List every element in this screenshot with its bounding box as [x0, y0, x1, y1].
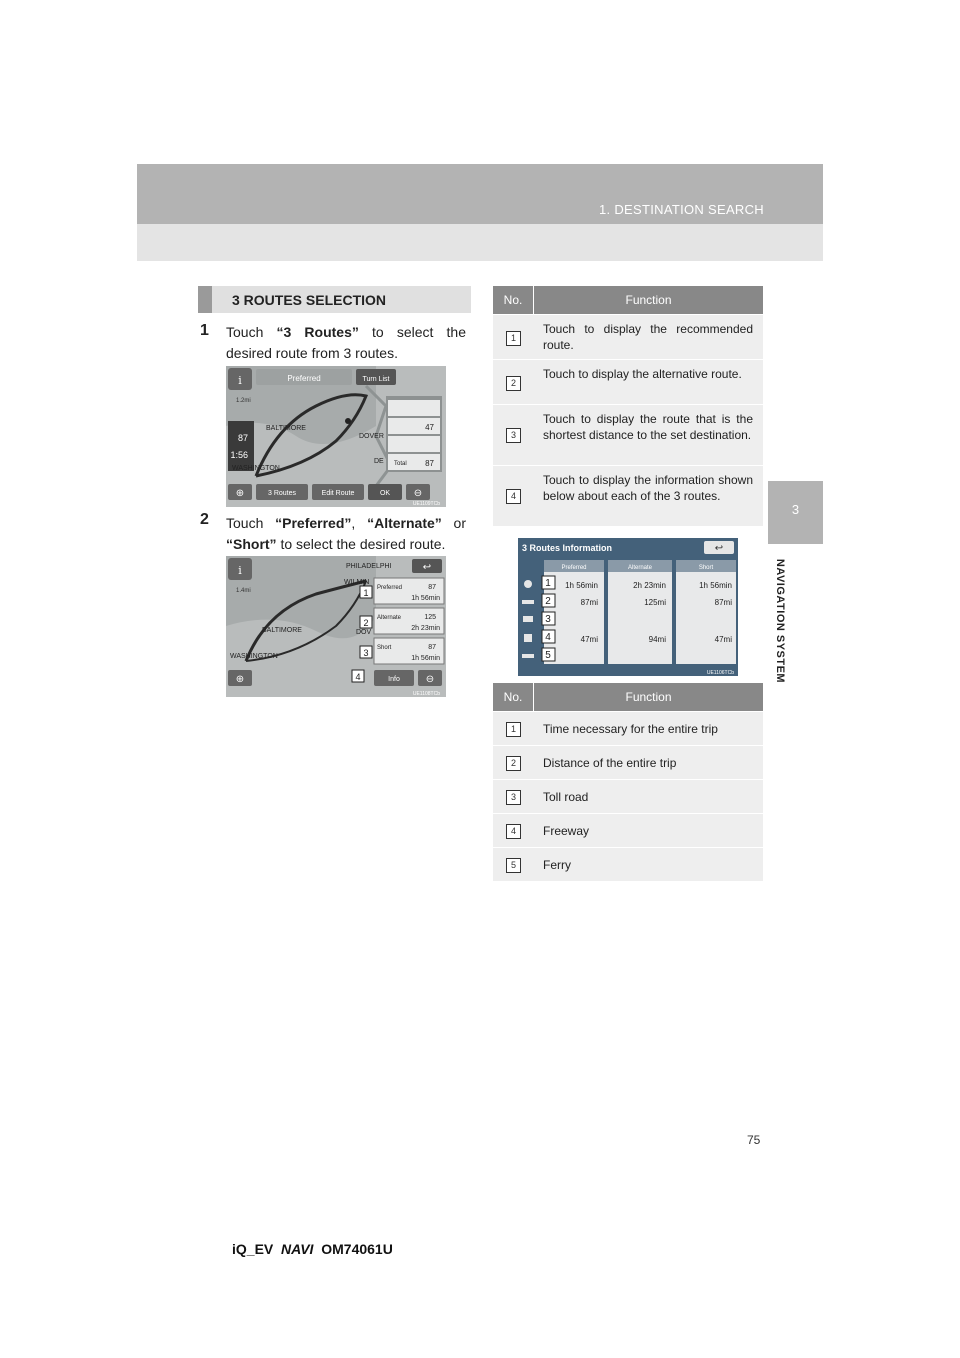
table-header: No. Function [493, 286, 763, 314]
routes-information-screenshot [518, 538, 738, 676]
svg-text:3: 3 [363, 648, 369, 658]
step-number: 2 [200, 511, 209, 528]
svg-text:Total: Total [394, 461, 407, 467]
svg-text:3: 3 [545, 614, 551, 625]
svg-text:WASHINGTON: WASHINGTON [230, 653, 278, 660]
svg-text:47mi: 47mi [714, 635, 732, 644]
step-text: Touch “Preferred”, “Alternate” or “Short” to select the desired route. [226, 515, 466, 552]
svg-text:UE1108TCb: UE1108TCb [412, 691, 440, 697]
svg-text:OK: OK [379, 490, 391, 497]
chapter-label: NAVIGATION SYSTEM [774, 558, 786, 683]
header-subband [137, 224, 823, 261]
svg-text:Preferred: Preferred [377, 585, 403, 591]
chapter-number: 3 [791, 502, 800, 517]
svg-text:125mi: 125mi [644, 598, 666, 607]
svg-text:Alternate: Alternate [377, 615, 402, 621]
table-row: 3 Touch to display the route that is the shortest distance to the set destination. [493, 404, 763, 465]
svg-text:94mi: 94mi [648, 635, 666, 644]
svg-text:Preferred: Preferred [287, 374, 321, 383]
svg-text:1: 1 [363, 588, 369, 598]
svg-text:1h 56min: 1h 56min [565, 581, 598, 590]
step-number: 1 [200, 322, 209, 339]
table-row: 2 Distance of the entire trip [493, 745, 763, 779]
svg-text:47: 47 [425, 423, 434, 432]
svg-text:↩: ↩ [422, 562, 432, 573]
svg-text:DOV: DOV [356, 629, 372, 636]
number-box: 1 [506, 331, 521, 346]
svg-text:WILMIN: WILMIN [344, 579, 370, 586]
svg-text:UE1106TCb: UE1106TCb [706, 670, 734, 676]
svg-text:DE: DE [374, 458, 384, 465]
svg-text:87: 87 [425, 459, 434, 468]
svg-text:Alternate: Alternate [627, 565, 653, 571]
number-box: 3 [506, 428, 521, 443]
number-box: 5 [506, 858, 521, 873]
page-number: 75 [747, 1133, 761, 1147]
svg-text:⊖: ⊖ [425, 674, 435, 685]
number-box: 1 [506, 722, 521, 737]
section-title: 3 ROUTES SELECTION [232, 292, 387, 308]
svg-text:87: 87 [428, 584, 436, 591]
step-text: Touch “3 Routes” to select the desired route from 3 routes. [226, 324, 466, 361]
svg-text:DOVER: DOVER [359, 433, 384, 440]
route-selection-screenshot [226, 556, 446, 697]
table-row: 1 Time necessary for the entire trip [493, 711, 763, 745]
table-row: 4 Touch to display the information shown below about each of the 3 routes. [493, 465, 763, 526]
svg-text:1h 56min: 1h 56min [411, 655, 440, 662]
number-box: 4 [506, 489, 521, 504]
svg-text:125: 125 [424, 614, 436, 621]
svg-text:1.2mi: 1.2mi [236, 398, 251, 404]
svg-text:PHILADELPHI: PHILADELPHI [346, 563, 392, 570]
table-row: 3 Toll road [493, 779, 763, 813]
svg-text:87: 87 [237, 433, 248, 443]
svg-text:Info: Info [388, 676, 400, 683]
svg-text:87mi: 87mi [580, 598, 598, 607]
svg-text:87: 87 [428, 644, 436, 651]
svg-text:⊕: ⊕ [235, 488, 245, 499]
svg-text:1h 56min: 1h 56min [411, 595, 440, 602]
svg-text:47mi: 47mi [580, 635, 598, 644]
svg-text:BALTIMORE: BALTIMORE [266, 425, 306, 432]
table-row: 4 Freeway [493, 813, 763, 847]
svg-text:3 Routes Information: 3 Routes Information [522, 543, 613, 553]
number-box: 2 [506, 376, 521, 391]
table-row: 1 Touch to display the recommended route. [493, 314, 763, 359]
table-header: No. Function [493, 683, 763, 711]
svg-text:2: 2 [363, 618, 369, 628]
table-row: 5 Ferry [493, 847, 763, 881]
svg-text:⊖: ⊖ [413, 488, 423, 499]
svg-text:4: 4 [355, 672, 361, 682]
svg-text:↩: ↩ [714, 543, 724, 554]
svg-text:1:56: 1:56 [230, 450, 248, 460]
svg-text:2h 23min: 2h 23min [633, 581, 666, 590]
number-box: 3 [506, 790, 521, 805]
svg-text:Edit Route: Edit Route [321, 490, 355, 497]
svg-text:i: i [238, 564, 242, 577]
svg-text:Short: Short [377, 645, 392, 651]
svg-text:Preferred: Preferred [561, 565, 587, 571]
document-code: iQ_EV NAVI OM74061U [232, 1241, 393, 1257]
svg-text:⊕: ⊕ [235, 674, 245, 685]
svg-text:i: i [238, 374, 242, 387]
chapter-heading: 1. DESTINATION SEARCH [599, 202, 764, 217]
function-table-info [493, 683, 763, 881]
svg-text:4: 4 [545, 632, 551, 643]
svg-text:2h 23min: 2h 23min [411, 625, 440, 632]
svg-text:Short: Short [698, 565, 714, 571]
svg-text:1: 1 [545, 578, 551, 589]
svg-text:Turn List: Turn List [362, 376, 390, 383]
svg-text:BALTIMORE: BALTIMORE [262, 627, 302, 634]
svg-text:1.4mi: 1.4mi [236, 588, 251, 594]
section-heading-marker [198, 286, 212, 313]
svg-text:2: 2 [545, 596, 551, 607]
number-box: 4 [506, 824, 521, 839]
route-map-screenshot [226, 366, 446, 507]
svg-text:5: 5 [545, 650, 551, 661]
svg-text:87mi: 87mi [714, 598, 732, 607]
table-row: 2 Touch to display the alternative route. [493, 359, 763, 404]
svg-text:3 Routes: 3 Routes [267, 490, 297, 497]
number-box: 2 [506, 756, 521, 771]
function-table-routes [493, 286, 763, 526]
svg-text:UE1109TCb: UE1109TCb [412, 501, 440, 507]
svg-text:WASHINGTON: WASHINGTON [232, 465, 280, 472]
svg-text:1h 56min: 1h 56min [699, 581, 732, 590]
